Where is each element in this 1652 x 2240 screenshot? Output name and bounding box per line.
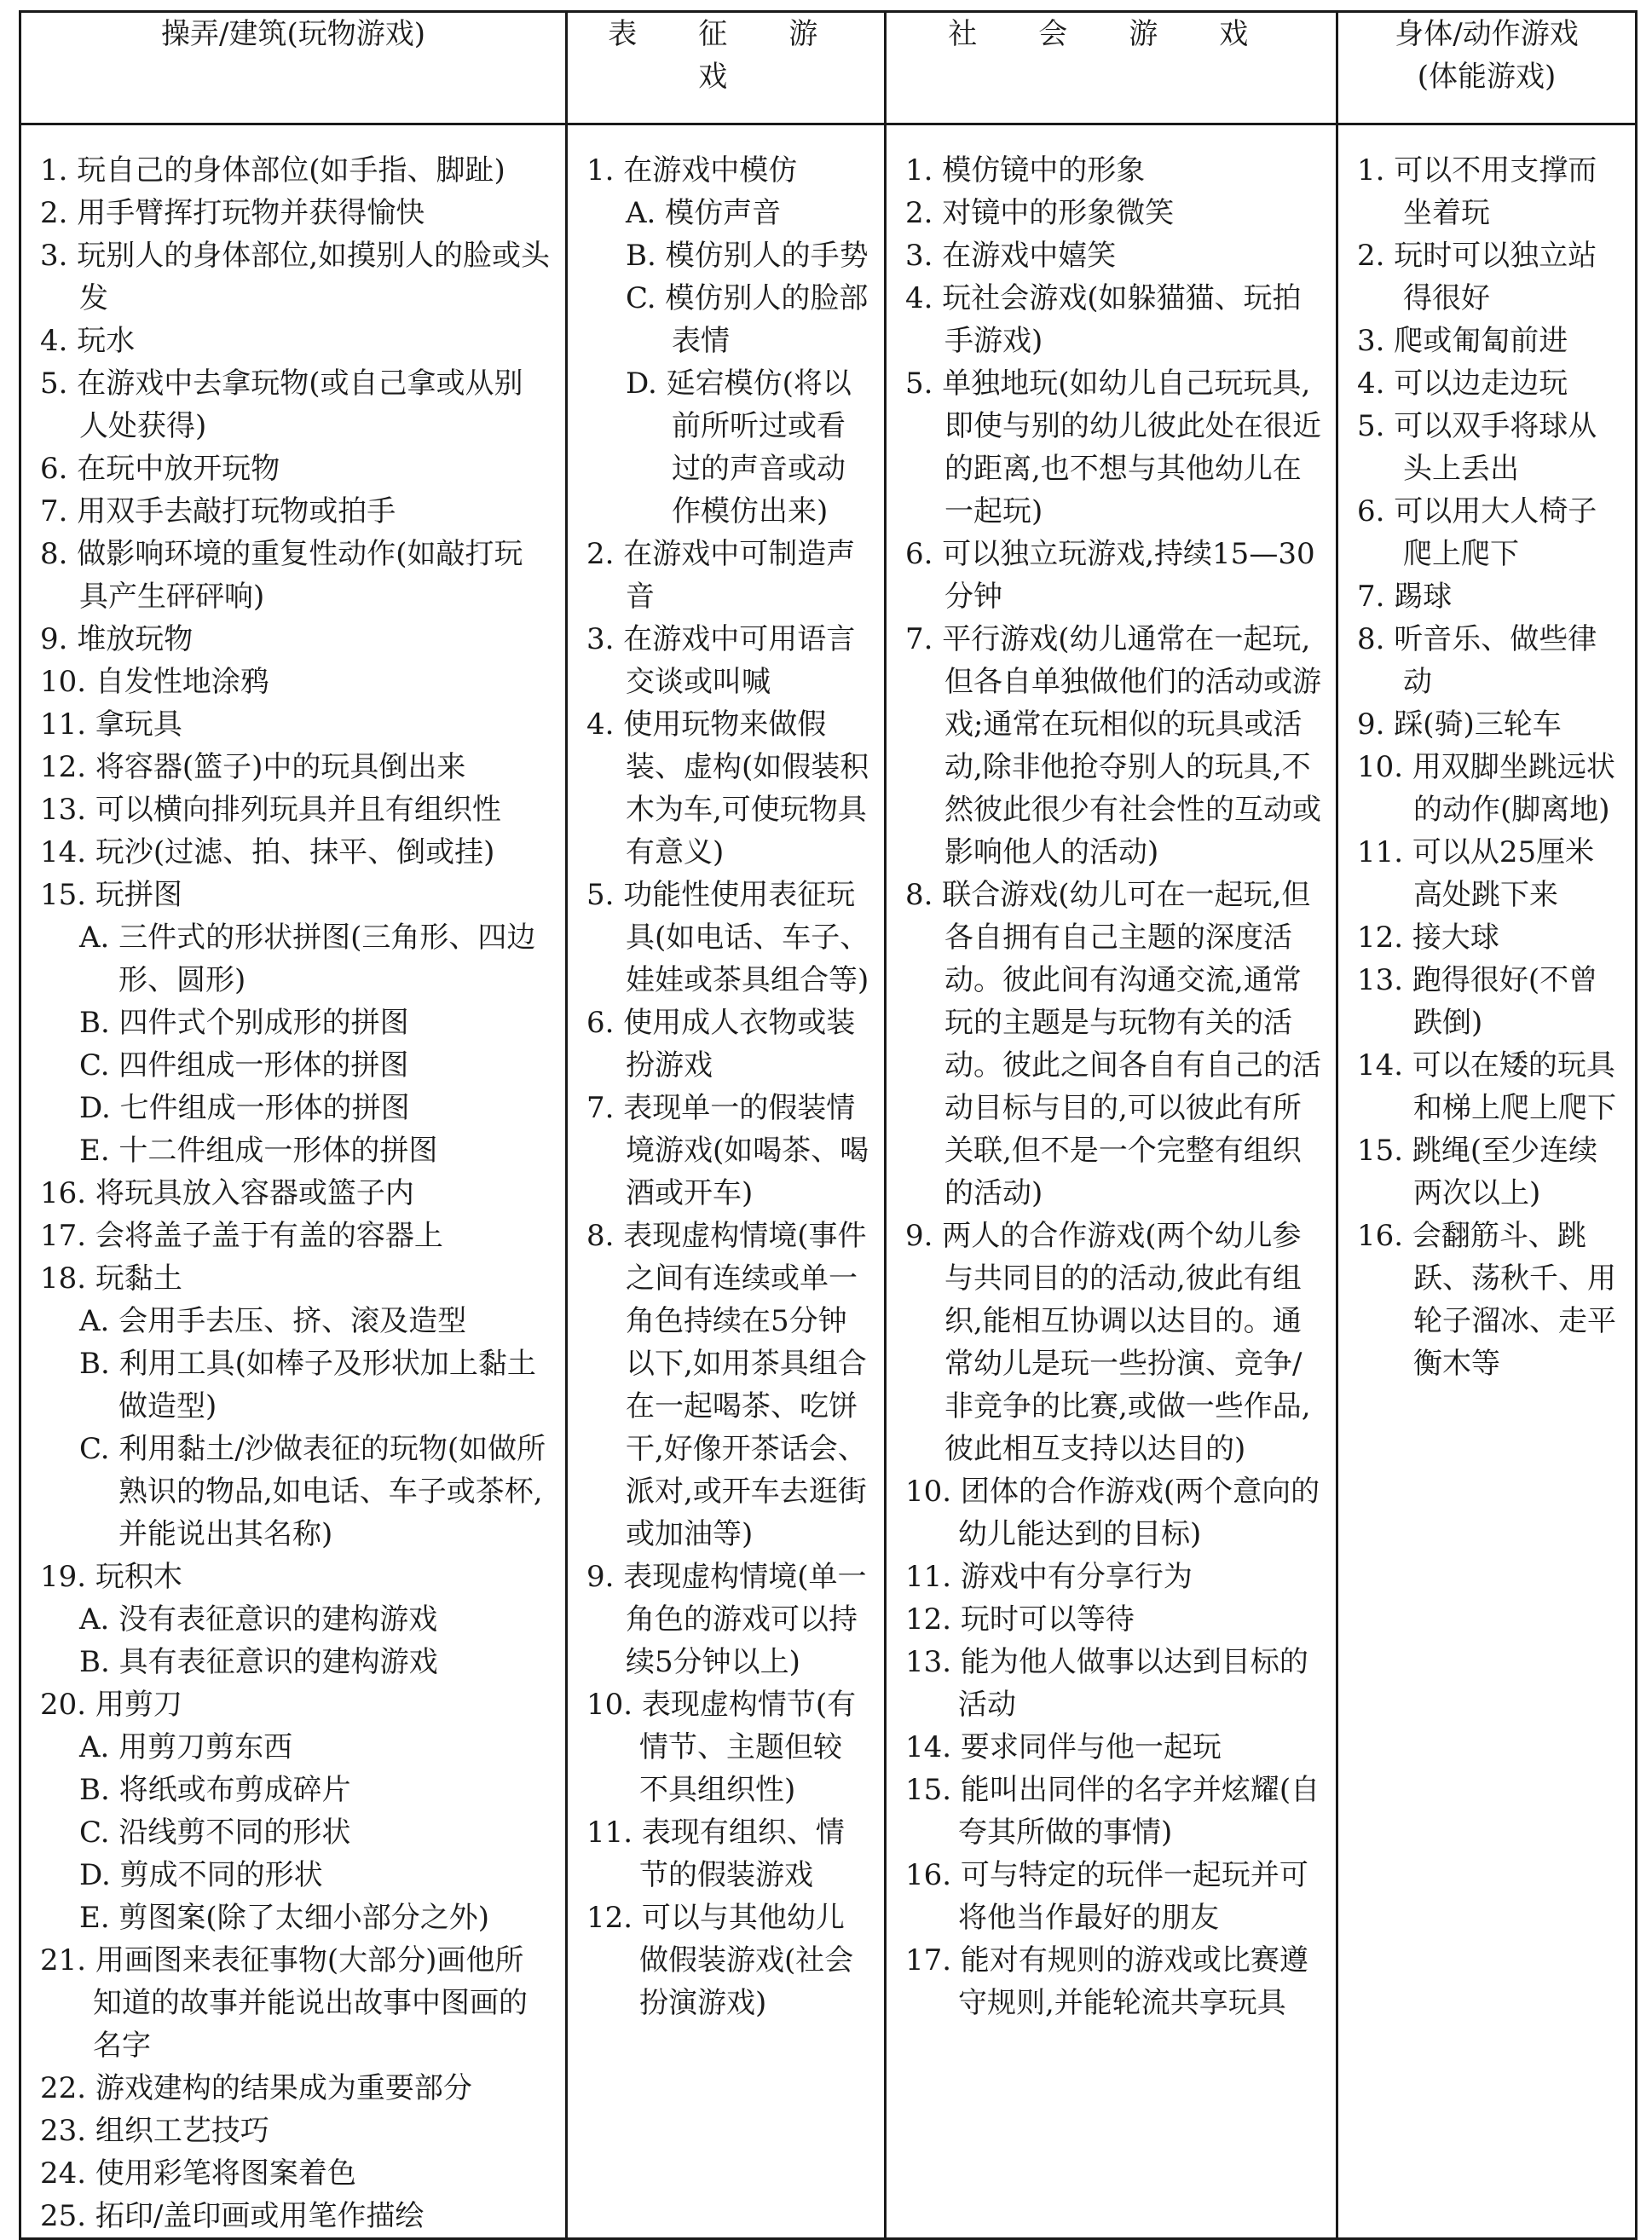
list-item: 24. 使用彩笔将图案着色	[40, 2156, 356, 2191]
list-item: 10. 团体的合作游戏(两个意向的幼儿能达到的目标)	[905, 1475, 1320, 1551]
list-item: 3. 在游戏中嬉笑	[905, 239, 1117, 273]
list-item: 17. 能对有规则的游戏或比赛遵守规则,并能轮流共享玩具	[905, 1943, 1308, 2020]
list-item: 11. 可以从25厘米高处跳下来	[1357, 835, 1595, 912]
list-item: 4. 玩社会游戏(如躲猫猫、玩拍手游戏)	[905, 281, 1302, 358]
list-item: 16. 将玩具放入容器或篮子内	[40, 1176, 414, 1210]
list-item: 1. 模仿镜中的形象	[905, 153, 1146, 188]
sub-item: A. 会用手去压、挤、滚及造型	[79, 1304, 467, 1338]
sub-item: D. 七件组成一形体的拼图	[79, 1091, 410, 1125]
list-item: 10. 表现虚构情节(有情节、主题但较不具组织性)	[586, 1688, 857, 1807]
list-item: 1. 在游戏中模仿	[586, 153, 798, 188]
list-item: 4. 使用玩物来做假装、虚构(如假装积木为车,可使玩物具有意义)	[586, 707, 869, 869]
play-development-table	[19, 10, 1638, 2240]
sub-item: B. 利用工具(如棒子及形状加上黏土做造型)	[79, 1347, 536, 1423]
list-item: 4. 玩水	[40, 324, 136, 358]
list-item: 10. 自发性地涂鸦	[40, 665, 269, 699]
sub-item: E. 十二件组成一形体的拼图	[79, 1134, 438, 1168]
list-item: 14. 可以在矮的玩具和梯上爬上爬下	[1357, 1048, 1616, 1125]
list-item: 15. 玩拼图	[40, 878, 182, 912]
list-item: 5. 单独地玩(如幼儿自己玩玩具,即使与别的幼儿彼此处在很近的距离,也不想与其他幼儿在一起玩)	[905, 367, 1321, 528]
sub-item: E. 剪图案(除了太细小部分之外)	[79, 1901, 489, 1935]
list-item: 2. 用手臂挥打玩物并获得愉快	[40, 196, 425, 230]
list-item: 14. 要求同伴与他一起玩	[905, 1730, 1222, 1764]
header-symbolic-play: 表 征 游 戏	[567, 12, 886, 124]
sub-item: D. 延宕模仿(将以前所听过或看过的声音或动作模仿出来)	[626, 367, 852, 528]
list-item: 7. 平行游戏(幼儿通常在一起玩,但各自单独做他们的活动或游戏;通常在玩相似的玩具或活动,除非他抢夺别人的玩具,不然彼此很少有社会性的互动或影响他人的活动)	[905, 622, 1321, 869]
header-manipulative-play: 操弄/建筑(玩物游戏)	[20, 12, 567, 124]
list-item: 5. 功能性使用表征玩具(如电话、车子、娃娃或茶具组合等)	[586, 878, 869, 997]
list-item: 8. 听音乐、做些律动	[1357, 622, 1597, 699]
list-item: 15. 能叫出同伴的名字并炫耀(自夸其所做的事情)	[905, 1773, 1320, 1850]
sub-item: A. 三件式的形状拼图(三角形、四边形、圆形)	[79, 921, 536, 997]
list-item: 3. 爬或匍匐前进	[1357, 324, 1568, 358]
list-item: 1. 玩自己的身体部位(如手指、脚趾)	[40, 153, 505, 188]
header-physical-play: 身体/动作游戏 (体能游戏)	[1337, 12, 1637, 124]
list-item: 3. 在游戏中可用语言交谈或叫喊	[586, 622, 856, 699]
list-item: 6. 可以独立玩游戏,持续15—30分钟	[905, 537, 1315, 614]
list-item: 6. 使用成人衣物或装扮游戏	[586, 1006, 856, 1082]
list-item: 4. 可以边走边玩	[1357, 367, 1568, 401]
list-item: 23. 组织工艺技巧	[40, 2114, 269, 2148]
sub-item: D. 剪成不同的形状	[79, 1858, 323, 1892]
list-item: 9. 踩(骑)三轮车	[1357, 707, 1562, 742]
sub-item: B. 具有表征意识的建构游戏	[79, 1645, 438, 1679]
list-item: 12. 可以与其他幼儿做假装游戏(社会扮演游戏)	[586, 1901, 854, 2020]
sub-item: B. 模仿别人的手势	[626, 239, 869, 273]
list-item: 6. 在玩中放开玩物	[40, 452, 280, 486]
list-item: 17. 会将盖子盖于有盖的容器上	[40, 1219, 443, 1253]
list-item: 9. 堆放玩物	[40, 622, 194, 656]
list-item: 2. 在游戏中可制造声音	[586, 537, 856, 614]
list-item: 14. 玩沙(过滤、拍、抹平、倒或挂)	[40, 835, 495, 869]
sub-item: A. 没有表征意识的建构游戏	[79, 1602, 438, 1637]
list-item: 16. 可与特定的玩伴一起玩并可将他当作最好的朋友	[905, 1858, 1308, 1935]
list-item: 13. 能为他人做事以达到目标的活动	[905, 1645, 1308, 1722]
sub-item: A. 模仿声音	[626, 196, 782, 230]
list-item: 9. 表现虚构情境(单一角色的游戏可以持续5分钟以上)	[586, 1560, 867, 1679]
column-social-items	[886, 124, 1337, 2239]
list-item: 2. 玩时可以独立站得很好	[1357, 239, 1597, 315]
list-item: 5. 在游戏中去拿玩物(或自己拿或从别人处获得)	[40, 367, 523, 443]
list-item: 11. 拿玩具	[40, 707, 182, 742]
list-item: 2. 对镜中的形象微笑	[905, 196, 1175, 230]
list-item: 6. 可以用大人椅子爬上爬下	[1357, 494, 1597, 571]
list-item: 12. 接大球	[1357, 921, 1499, 955]
sub-item: C. 模仿别人的脸部表情	[626, 281, 869, 358]
sub-item: C. 沿线剪不同的形状	[79, 1816, 351, 1850]
list-item: 18. 玩黏土	[40, 1261, 182, 1296]
body-row	[20, 124, 1637, 2239]
list-item: 12. 玩时可以等待	[905, 1602, 1135, 1637]
header-social-play: 社 会 游 戏	[886, 12, 1337, 124]
list-item: 15. 跳绳(至少连续两次以上)	[1357, 1134, 1598, 1210]
list-item: 5. 可以双手将球从头上丢出	[1357, 409, 1597, 486]
list-item: 1. 可以不用支撑而坐着玩	[1357, 153, 1597, 230]
list-item: 22. 游戏建构的结果成为重要部分	[40, 2071, 472, 2105]
list-item: 9. 两人的合作游戏(两个幼儿参与共同目的的活动,彼此有组织,能相互协调以达目的。通常幼儿是玩一些扮演、竞争/非竞争的比赛,或做一些作品,彼此相互支持以达目的)	[905, 1219, 1311, 1466]
column-symbolic-items	[567, 124, 886, 2239]
list-item: 3. 玩别人的身体部位,如摸别人的脸或头发	[40, 239, 551, 315]
sub-item: C. 利用黏土/沙做表征的玩物(如做所熟识的物品,如电话、车子或茶杯,并能说出其名称)	[79, 1432, 546, 1551]
sub-item: B. 将纸或布剪成碎片	[79, 1773, 351, 1807]
list-item: 21. 用画图来表征事物(大部分)画他所知道的故事并能说出故事中图画的名字	[40, 1943, 528, 2063]
list-item: 7. 表现单一的假装情境游戏(如喝茶、喝酒或开车)	[586, 1091, 869, 1210]
list-item: 13. 跑得很好(不曾跌倒)	[1357, 963, 1598, 1040]
list-item: 8. 联合游戏(幼儿可在一起玩,但各自拥有自己主题的深度活动。彼此间有沟通交流,通常玩的主题是与玩物有关的活动。彼此之间各自有自己的活动目标与目的,可以彼此有所关联,但不是一个完整有组织的活动)	[905, 878, 1321, 1210]
list-item: 13. 可以横向排列玩具并且有组织性	[40, 793, 501, 827]
sub-item: C. 四件组成一形体的拼图	[79, 1048, 409, 1082]
sub-item: A. 用剪刀剪东西	[79, 1730, 293, 1764]
list-item: 11. 游戏中有分享行为	[905, 1560, 1193, 1594]
column-physical-items	[1337, 124, 1637, 2239]
list-item: 16. 会翻筋斗、跳跃、荡秋千、用轮子溜冰、走平衡木等	[1357, 1219, 1616, 1381]
list-item: 19. 玩积木	[40, 1560, 182, 1594]
list-item: 25. 拓印/盖印画或用笔作描绘	[40, 2199, 425, 2233]
list-item: 10. 用双脚坐跳远状的动作(脚离地)	[1357, 750, 1615, 827]
list-item: 8. 表现虚构情境(事件之间有连续或单一角色持续在5分钟以下,如用茶具组合在一起喝茶、吃饼干,好像开茶话会、派对,或开车去逛街或加油等)	[586, 1219, 867, 1551]
column-manipulative-items	[20, 124, 567, 2239]
list-item: 20. 用剪刀	[40, 1688, 182, 1722]
list-item: 7. 用双手去敲打玩物或拍手	[40, 494, 396, 528]
list-item: 7. 踢球	[1357, 580, 1453, 614]
list-item: 12. 将容器(篮子)中的玩具倒出来	[40, 750, 466, 784]
list-item: 8. 做影响环境的重复性动作(如敲打玩具产生砰砰响)	[40, 537, 523, 614]
list-item: 11. 表现有组织、情节的假装游戏	[586, 1816, 845, 1892]
header-row	[20, 12, 1637, 124]
sub-item: B. 四件式个别成形的拼图	[79, 1006, 409, 1040]
